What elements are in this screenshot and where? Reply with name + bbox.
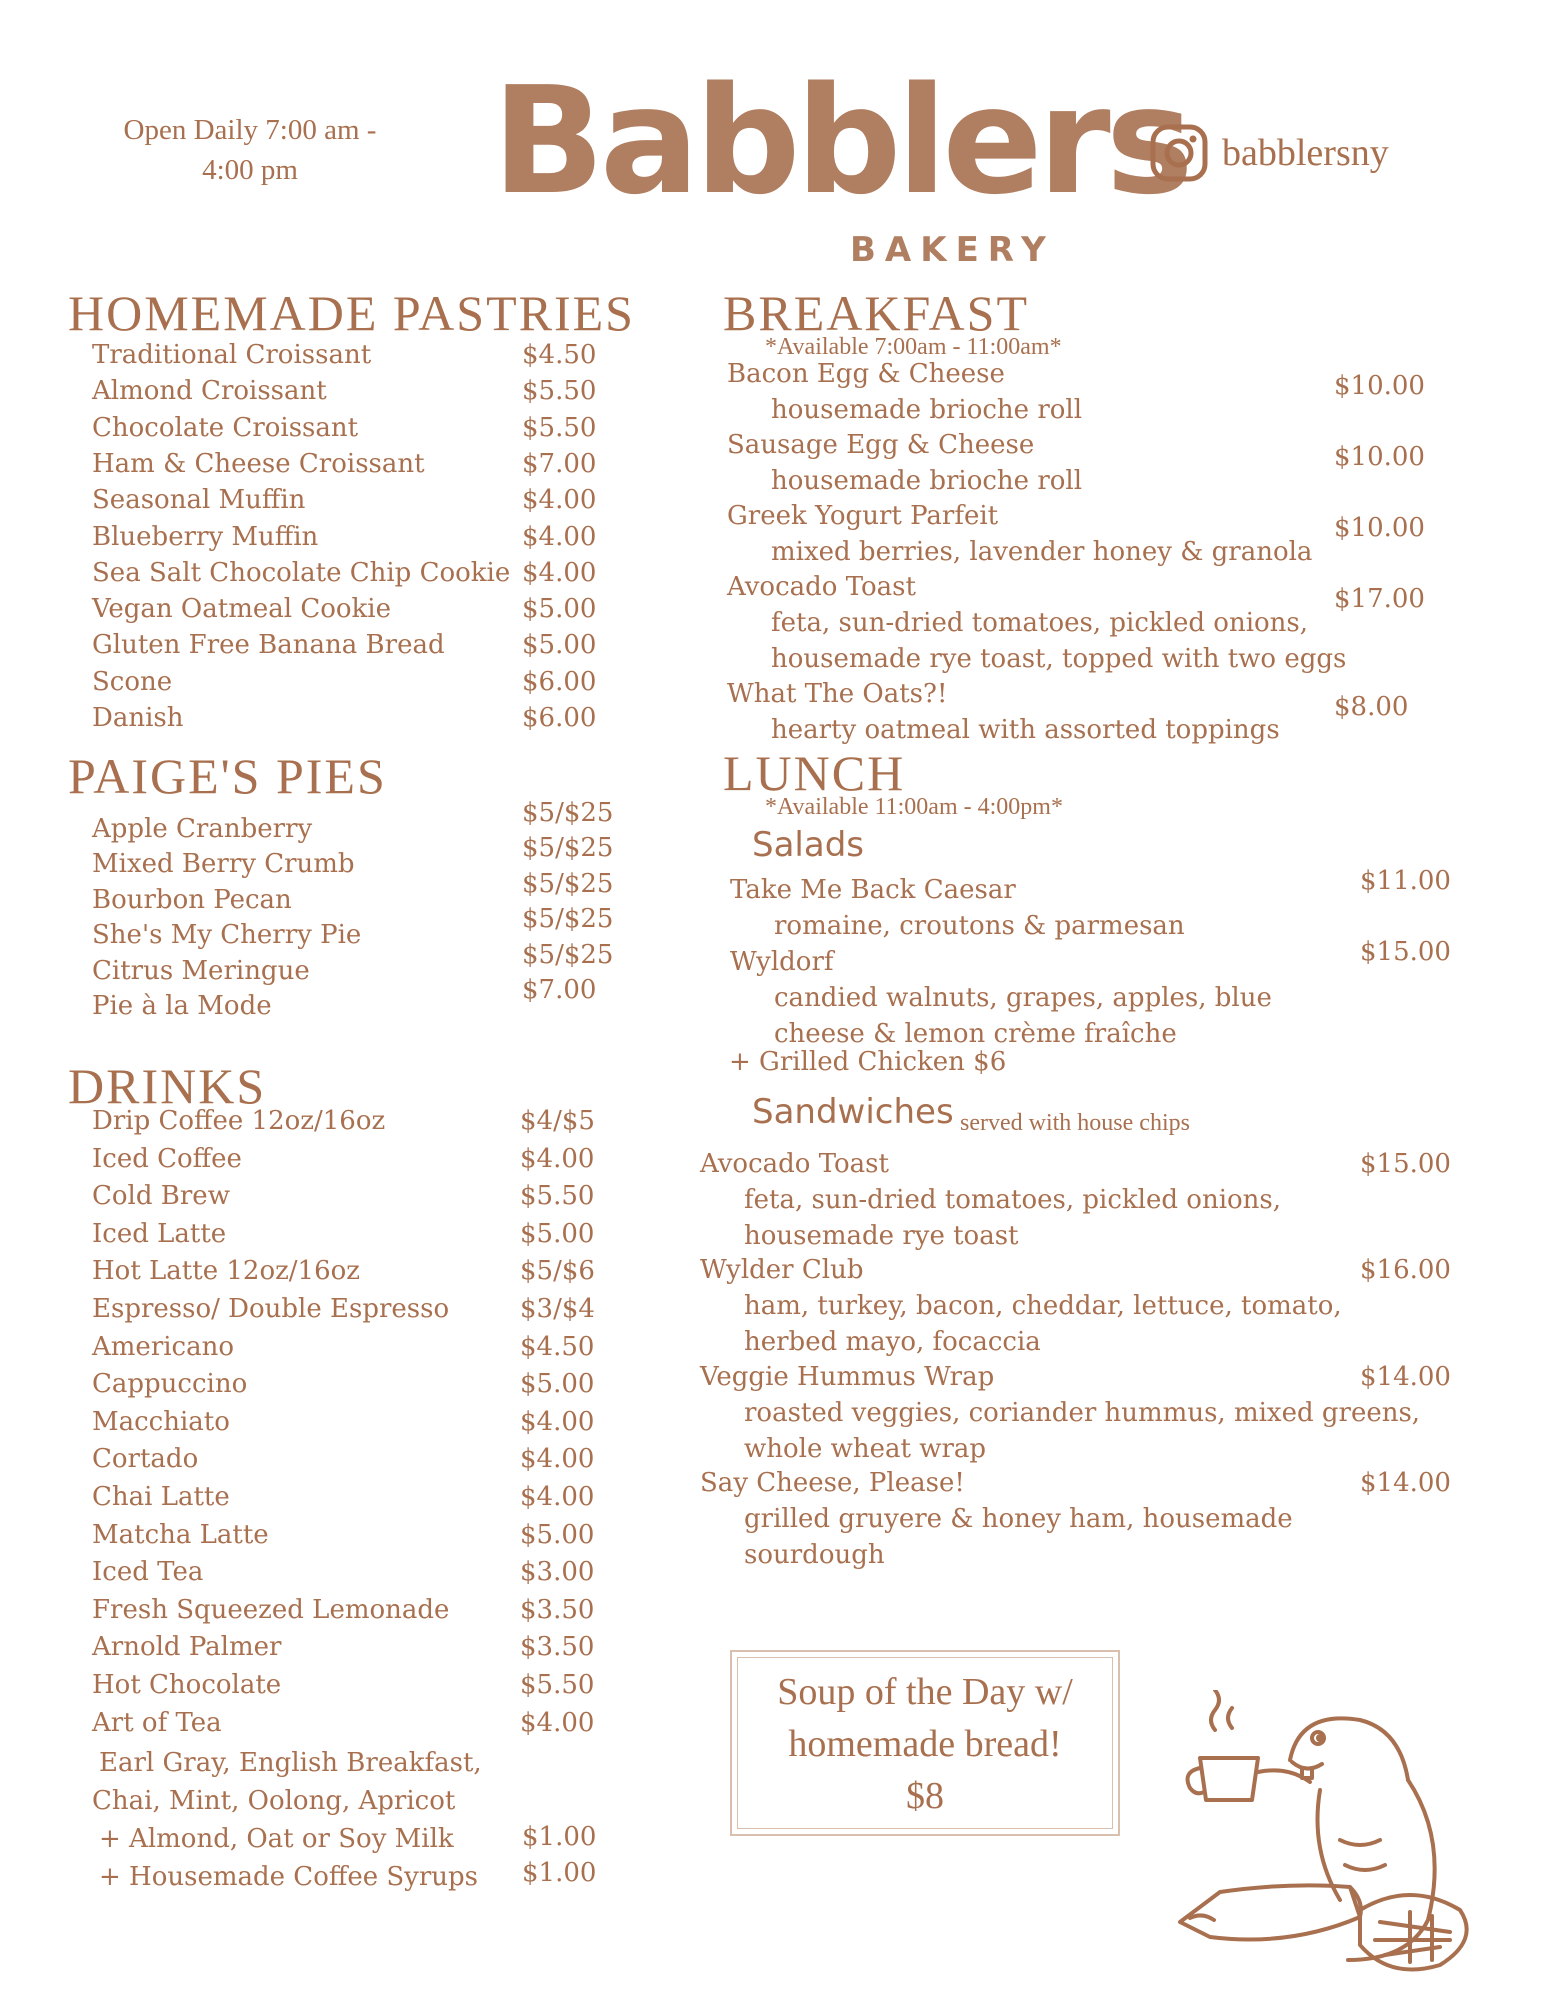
menu-item-price: $4.00 [520,1482,595,1512]
menu-item-description: grilled gruyere & honey ham, housemade [744,1504,1293,1534]
menu-item-name: Almond Croissant [92,376,327,407]
tea-varieties-line-1: Earl Gray, English Breakfast, [99,1748,482,1778]
menu-item-price: $5.00 [522,630,597,661]
menu-item-description: housemade brioche roll [771,395,1083,425]
menu-item-name: Matcha Latte [92,1519,269,1550]
menu-item-price: $5/$25 [522,904,614,935]
menu-item-price: $4.00 [520,1143,595,1174]
menu-item-price: $14.00 [1360,1468,1451,1498]
menu-item-price: $7.00 [522,448,597,479]
menu-item-price: $10.00 [1334,442,1425,472]
menu-item-price: $4.50 [522,340,597,370]
sandwiches-heading: Sandwiches [752,1092,954,1132]
menu-item-price: $3/$4 [520,1294,595,1324]
menu-item-price: $5.50 [522,376,597,407]
menu-item-name: Avocado Toast [700,1149,889,1179]
menu-item-price: $6.00 [522,666,597,697]
menu-item-price: $4.00 [522,557,597,588]
pastries-heading: HOMEMADE PASTRIES [68,285,635,341]
menu-item-price: $4.00 [520,1444,595,1475]
menu-item-price: $10.00 [1334,513,1425,543]
menu-item-name: + Almond, Oat or Soy Milk [99,1824,454,1854]
menu-item-description: whole wheat wrap [744,1434,987,1464]
menu-item-price: $3.00 [520,1557,595,1588]
menu-item-price: $5.00 [520,1369,595,1400]
menu-item-name: Pie à la Mode [92,991,272,1021]
menu-item-name: Sea Salt Chocolate Chip Cookie [92,557,511,588]
menu-item-price: $10.00 [1334,371,1425,401]
menu-item-name: Take Me Back Caesar [730,875,1016,905]
menu-item-name: Americano [92,1331,235,1362]
menu-item-name: She's My Cherry Pie [92,920,362,951]
menu-item-price: $5.00 [520,1519,595,1550]
menu-item-name: Cappuccino [92,1369,248,1400]
menu-item-name: Gluten Free Banana Bread [92,630,445,661]
menu-item-description: herbed mayo, focaccia [744,1327,1041,1357]
sandwiches-note: served with house chips [960,1110,1190,1136]
menu-item-price: $5/$25 [522,798,614,828]
salad-addon: + Grilled Chicken $6 [729,1047,1007,1077]
menu-item-price: $5/$25 [522,939,614,970]
breakfast-heading: BREAKFAST [723,285,1030,341]
menu-item-description: sourdough [744,1540,885,1570]
menu-item-name: Arnold Palmer [92,1632,282,1663]
menu-item-name: Mixed Berry Crumb [92,849,355,880]
menu-item-description: feta, sun-dried tomatoes, pickled onions, [744,1185,1282,1215]
menu-item-description: housemade rye toast [744,1221,1019,1251]
menu-item-description: ham, turkey, bacon, cheddar, lettuce, tomato, [744,1291,1342,1321]
menu-item-name: Iced Latte [92,1218,227,1249]
menu-item-price: $1.00 [522,1858,597,1888]
menu-item-name: Cold Brew [92,1181,230,1212]
menu-item-description: housemade rye toast, topped with two eggs [771,644,1347,674]
menu-item-name: Greek Yogurt Parfeit [727,501,999,531]
menu-item-name: Cortado [92,1444,199,1475]
menu-item-name: Macchiato [92,1406,230,1437]
menu-item-name: Veggie Hummus Wrap [700,1362,995,1392]
lunch-availability: *Available 11:00am - 4:00pm* [765,794,1063,820]
menu-item-name: Iced Tea [92,1557,204,1588]
menu-item-name: Sausage Egg & Cheese [727,430,1035,460]
logo-subtitle: BAKERY [850,230,1055,270]
menu-item-price: $8.00 [1334,692,1409,722]
menu-item-name: Iced Coffee [92,1143,242,1174]
menu-item-price: $5.00 [520,1218,595,1249]
menu-item-name: Scone [92,666,173,697]
menu-item-description: romaine, croutons & parmesan [774,911,1185,941]
menu-item-description: housemade brioche roll [771,466,1083,496]
menu-item-name: Bourbon Pecan [92,884,292,915]
menu-item-name: Vegan Oatmeal Cookie [92,594,391,625]
menu-item-price: $7.00 [522,975,597,1005]
menu-item-price: $5.50 [520,1670,595,1700]
menu-item-name: Blueberry Muffin [92,521,319,552]
menu-item-price: $6.00 [522,703,597,733]
menu-item-name: + Housemade Coffee Syrups [99,1862,479,1892]
menu-item-name: Chai Latte [92,1482,230,1512]
menu-item-description: mixed berries, lavender honey & granola [771,537,1313,567]
menu-item-description: roasted veggies, coriander hummus, mixed greens, [744,1398,1421,1428]
menu-item-name: Bacon Egg & Cheese [727,359,1005,389]
soup-line-2: homemade bread! [788,1723,1062,1765]
menu-item-price: $4.50 [520,1331,595,1362]
soup-of-the-day-box [730,1650,1120,1836]
opening-hours [100,110,400,190]
menu-item-price: $4.00 [522,521,597,552]
menu-item-name: Fresh Squeezed Lemonade [92,1594,450,1625]
menu-item-name: Seasonal Muffin [92,485,306,516]
menu-item-price: $14.00 [1360,1362,1451,1392]
menu-item-price: $5/$25 [522,868,614,899]
menu-item-price: $5.50 [522,412,597,443]
menu-item-name: Ham & Cheese Croissant [92,448,425,479]
hours-line-2: 4:00 pm [202,154,298,186]
hours-line-1: Open Daily 7:00 am - [123,114,377,146]
menu-item-description: candied walnuts, grapes, apples, blue [774,983,1272,1013]
menu-item-name: Say Cheese, Please! [700,1468,965,1498]
instagram-handle: babblersny [1222,132,1389,174]
breakfast-availability: *Available 7:00am - 11:00am* [765,334,1062,360]
menu-item-name: Art of Tea [92,1707,222,1738]
soup-line-1: Soup of the Day w/ [777,1671,1073,1713]
menu-item-name: Wylder Club [700,1255,864,1285]
menu-item-name: Chocolate Croissant [92,412,359,443]
menu-item-price: $4/$5 [520,1106,595,1136]
menu-item-name: Traditional Croissant [92,340,372,370]
menu-item-price: $15.00 [1360,937,1451,967]
menu-item-name: What The Oats?! [727,679,948,709]
instagram-icon [1150,124,1208,182]
menu-item-price: $4.00 [522,485,597,516]
menu-item-name: Apple Cranberry [92,814,313,844]
menu-item-name: Danish [92,703,184,733]
soup-price: $8 [906,1775,944,1817]
menu-item-price: $4.00 [520,1406,595,1437]
pies-heading: PAIGE'S PIES [68,748,387,804]
menu-item-price: $5/$25 [522,833,614,864]
menu-item-name: Wyldorf [730,947,834,977]
menu-item-description: feta, sun-dried tomatoes, pickled onions, [771,608,1309,638]
menu-item-description: cheese & lemon crème fraîche [774,1019,1177,1049]
menu-item-price: $16.00 [1360,1255,1451,1285]
menu-item-name: Hot Latte 12oz/16oz [92,1256,360,1287]
menu-item-price: $11.00 [1360,866,1451,896]
menu-item-price: $4.00 [520,1707,595,1738]
menu-item-name: Citrus Meringue [92,955,310,986]
menu-item-price: $3.50 [520,1594,595,1625]
menu-item-price: $3.50 [520,1632,595,1663]
menu-item-name: Espresso/ Double Espresso [92,1294,450,1324]
tea-varieties-line-2: Chai, Mint, Oolong, Apricot [92,1786,456,1816]
menu-item-price: $5.00 [522,594,597,625]
drinks-heading: DRINKS [68,1058,267,1114]
beaver-with-coffee-illustration [1170,1690,1490,1980]
menu-item-price: $5.50 [520,1181,595,1212]
menu-item-price: $1.00 [522,1822,597,1852]
menu-item-price: $17.00 [1334,584,1425,614]
logo-wordmark: Babblers [492,55,1189,227]
salads-heading: Salads [752,825,864,865]
menu-item-name: Hot Chocolate [92,1670,282,1700]
lunch-heading: LUNCH [723,745,906,801]
menu-item-name: Avocado Toast [727,572,916,602]
menu-item-price: $5/$6 [520,1256,595,1287]
menu-item-price: $15.00 [1360,1149,1451,1179]
menu-item-description: hearty oatmeal with assorted toppings [771,715,1280,745]
instagram-link[interactable] [1150,124,1389,182]
menu-item-name: Drip Coffee 12oz/16oz [92,1106,386,1136]
